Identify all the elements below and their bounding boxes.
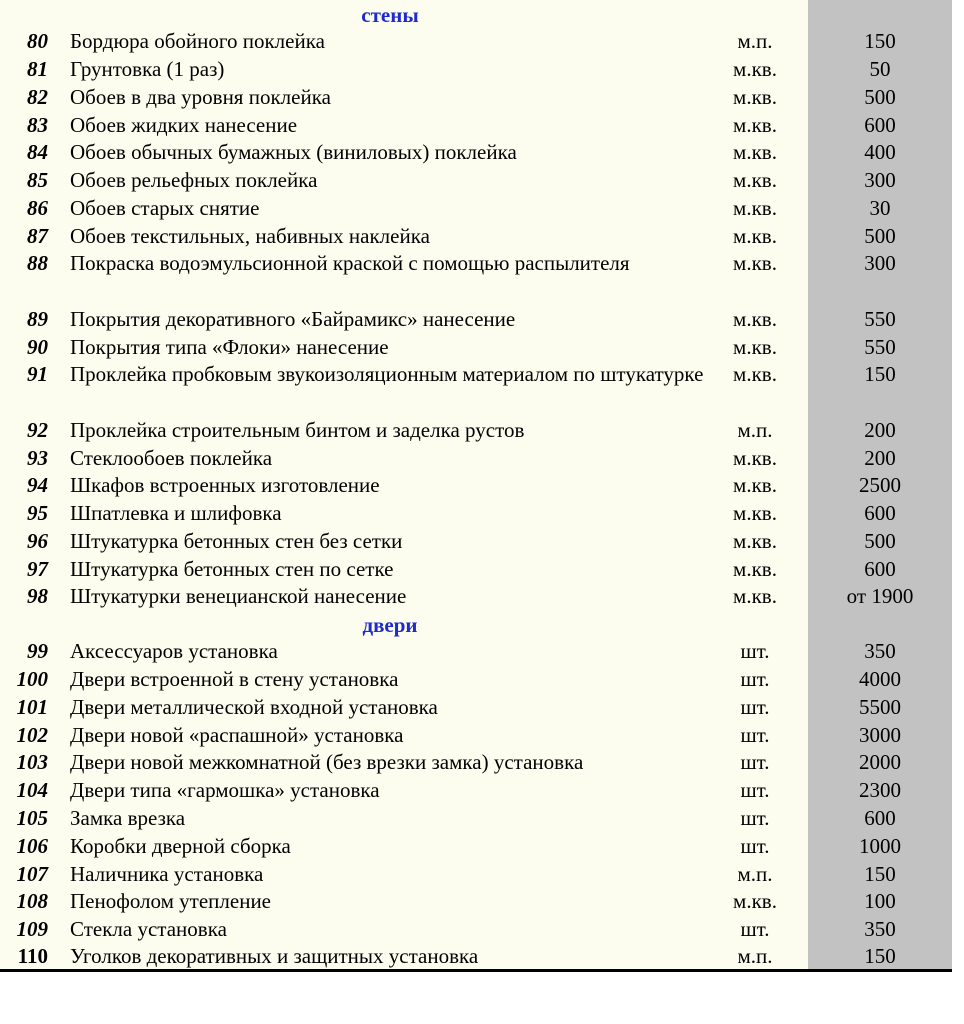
price-value: 2500 <box>859 473 901 497</box>
service-name: Коробки дверной сборка <box>70 834 291 858</box>
unit-of-measure: м.кв. <box>733 529 777 553</box>
row-number: 98 <box>27 584 48 608</box>
unit-of-measure: шт. <box>740 778 770 802</box>
service-name: Аксессуаров установка <box>70 639 278 663</box>
service-name: Обоев в два уровня поклейка <box>70 85 331 109</box>
price-value: 550 <box>864 335 896 359</box>
price-value: 2300 <box>859 778 901 802</box>
service-name: Пенофолом утепление <box>70 889 272 913</box>
row-number: 110 <box>17 944 48 968</box>
price-value: 600 <box>864 806 896 830</box>
price-value: 200 <box>864 446 896 470</box>
row-number: 84 <box>27 140 48 164</box>
service-name: Уголков декоративных и защитных установка <box>70 944 479 968</box>
service-name: Двери металлической входной установка <box>70 695 438 719</box>
row-number: 108 <box>16 889 48 913</box>
unit-of-measure: м.кв. <box>733 889 777 913</box>
row-number: 105 <box>16 806 48 830</box>
service-name: Обоев обычных бумажных (виниловых) поклейка <box>70 140 517 164</box>
price-value: 500 <box>864 85 896 109</box>
price-value: 150 <box>864 944 896 968</box>
unit-of-measure: м.кв. <box>733 251 777 275</box>
unit-of-measure: м.п. <box>737 944 773 968</box>
price-value: 300 <box>864 168 896 192</box>
price-value: 150 <box>864 362 896 386</box>
section-title-doors: двери <box>362 613 418 637</box>
service-name: Покраска водоэмульсионной краской с помощью распылителя <box>70 251 630 275</box>
price-value: 2000 <box>859 750 901 774</box>
row-number: 86 <box>27 196 48 220</box>
price-value: 500 <box>864 224 896 248</box>
price-value: 200 <box>864 418 896 442</box>
row-number: 99 <box>27 639 48 663</box>
service-name: Стекла установка <box>70 917 227 941</box>
price-value: 600 <box>864 501 896 525</box>
unit-of-measure: м.кв. <box>733 584 777 608</box>
service-name: Бордюра обойного поклейка <box>70 29 325 53</box>
service-name: Замка врезка <box>70 806 186 830</box>
row-number: 101 <box>16 695 48 719</box>
row-number: 81 <box>27 57 48 81</box>
unit-of-measure: м.кв. <box>733 113 777 137</box>
unit-of-measure: шт. <box>740 667 770 691</box>
service-name: Покрытия декоративного «Байрамикс» нанесение <box>70 307 516 331</box>
unit-of-measure: шт. <box>740 917 770 941</box>
unit-of-measure: м.кв. <box>733 446 777 470</box>
row-number: 91 <box>27 362 48 386</box>
unit-of-measure: м.кв. <box>733 224 777 248</box>
row-number: 88 <box>27 251 48 275</box>
row-number: 87 <box>27 224 48 248</box>
service-name: Шпатлевка и шлифовка <box>70 501 282 525</box>
price-value: 300 <box>864 251 896 275</box>
service-name: Двери типа «гармошка» установка <box>70 778 380 802</box>
service-name: Двери новой «распашной» установка <box>70 723 404 747</box>
unit-of-measure: шт. <box>740 639 770 663</box>
row-number: 103 <box>16 750 48 774</box>
unit-of-measure: м.п. <box>737 29 773 53</box>
row-number: 96 <box>27 529 48 553</box>
row-number: 102 <box>16 723 48 747</box>
service-name: Штукатурка бетонных стен по сетке <box>70 557 394 581</box>
row-number: 89 <box>27 307 48 331</box>
row-number: 83 <box>27 113 48 137</box>
unit-of-measure: шт. <box>740 806 770 830</box>
unit-of-measure: м.кв. <box>733 335 777 359</box>
service-name: Двери встроенной в стену установка <box>70 667 399 691</box>
price-value: 150 <box>864 862 896 886</box>
unit-of-measure: м.п. <box>737 418 773 442</box>
unit-of-measure: м.кв. <box>733 557 777 581</box>
service-name: Обоев старых снятие <box>70 196 260 220</box>
bottom-border <box>0 969 952 972</box>
row-number: 90 <box>27 335 48 359</box>
price-value: от 1900 <box>846 584 914 608</box>
row-number: 80 <box>27 29 48 53</box>
row-number: 95 <box>27 501 48 525</box>
unit-of-measure: м.кв. <box>733 168 777 192</box>
unit-of-measure: м.кв. <box>733 362 777 386</box>
unit-of-measure: м.кв. <box>733 140 777 164</box>
row-number: 109 <box>16 917 48 941</box>
service-name: Двери новой межкомнатной (без врезки замка) установка <box>70 750 584 774</box>
service-name: Штукатурки венецианской нанесение <box>70 584 407 608</box>
price-value: 50 <box>869 57 891 81</box>
unit-of-measure: шт. <box>740 834 770 858</box>
service-name: Обоев рельефных поклейка <box>70 168 318 192</box>
service-name: Обоев жидких нанесение <box>70 113 298 137</box>
unit-of-measure: м.кв. <box>733 307 777 331</box>
section-title-walls: стены <box>361 3 419 27</box>
service-name: Покрытия типа «Флоки» нанесение <box>70 335 389 359</box>
row-number: 97 <box>27 557 48 581</box>
service-name: Грунтовка (1 раз) <box>70 57 225 81</box>
service-name: Штукатурка бетонных стен без сетки <box>70 529 403 553</box>
service-name: Стеклообоев поклейка <box>70 446 273 470</box>
row-number: 104 <box>16 778 48 802</box>
unit-of-measure: м.кв. <box>733 196 777 220</box>
row-number: 92 <box>27 418 48 442</box>
price-value: 350 <box>864 639 896 663</box>
service-name: Проклейка строительным бинтом и заделка рустов <box>70 418 525 442</box>
price-value: 400 <box>864 140 896 164</box>
price-value: 1000 <box>859 834 901 858</box>
price-value: 550 <box>864 307 896 331</box>
price-value: 30 <box>869 196 891 220</box>
price-value: 4000 <box>859 667 901 691</box>
row-number: 93 <box>27 446 48 470</box>
price-value: 3000 <box>859 723 901 747</box>
unit-of-measure: м.кв. <box>733 85 777 109</box>
row-number: 82 <box>27 85 48 109</box>
unit-of-measure: м.п. <box>737 862 773 886</box>
price-value: 350 <box>864 917 896 941</box>
service-name: Обоев текстильных, набивных наклейка <box>70 224 430 248</box>
price-value: 100 <box>864 889 896 913</box>
row-number: 107 <box>16 862 48 886</box>
unit-of-measure: шт. <box>740 723 770 747</box>
price-value: 150 <box>864 29 896 53</box>
price-value: 600 <box>864 557 896 581</box>
unit-of-measure: м.кв. <box>733 57 777 81</box>
service-name: Наличника установка <box>70 862 264 886</box>
service-name: Проклейка пробковым звукоизоляционным материалом по штукатурке <box>70 362 704 386</box>
row-number: 85 <box>27 168 48 192</box>
price-value: 600 <box>864 113 896 137</box>
row-number: 100 <box>16 667 48 691</box>
row-number: 94 <box>27 473 48 497</box>
unit-of-measure: м.кв. <box>733 501 777 525</box>
price-value: 500 <box>864 529 896 553</box>
unit-of-measure: м.кв. <box>733 473 777 497</box>
service-name: Шкафов встроенных изготовление <box>70 473 380 497</box>
row-number: 106 <box>16 834 48 858</box>
unit-of-measure: шт. <box>740 695 770 719</box>
unit-of-measure: шт. <box>740 750 770 774</box>
price-value: 5500 <box>859 695 901 719</box>
